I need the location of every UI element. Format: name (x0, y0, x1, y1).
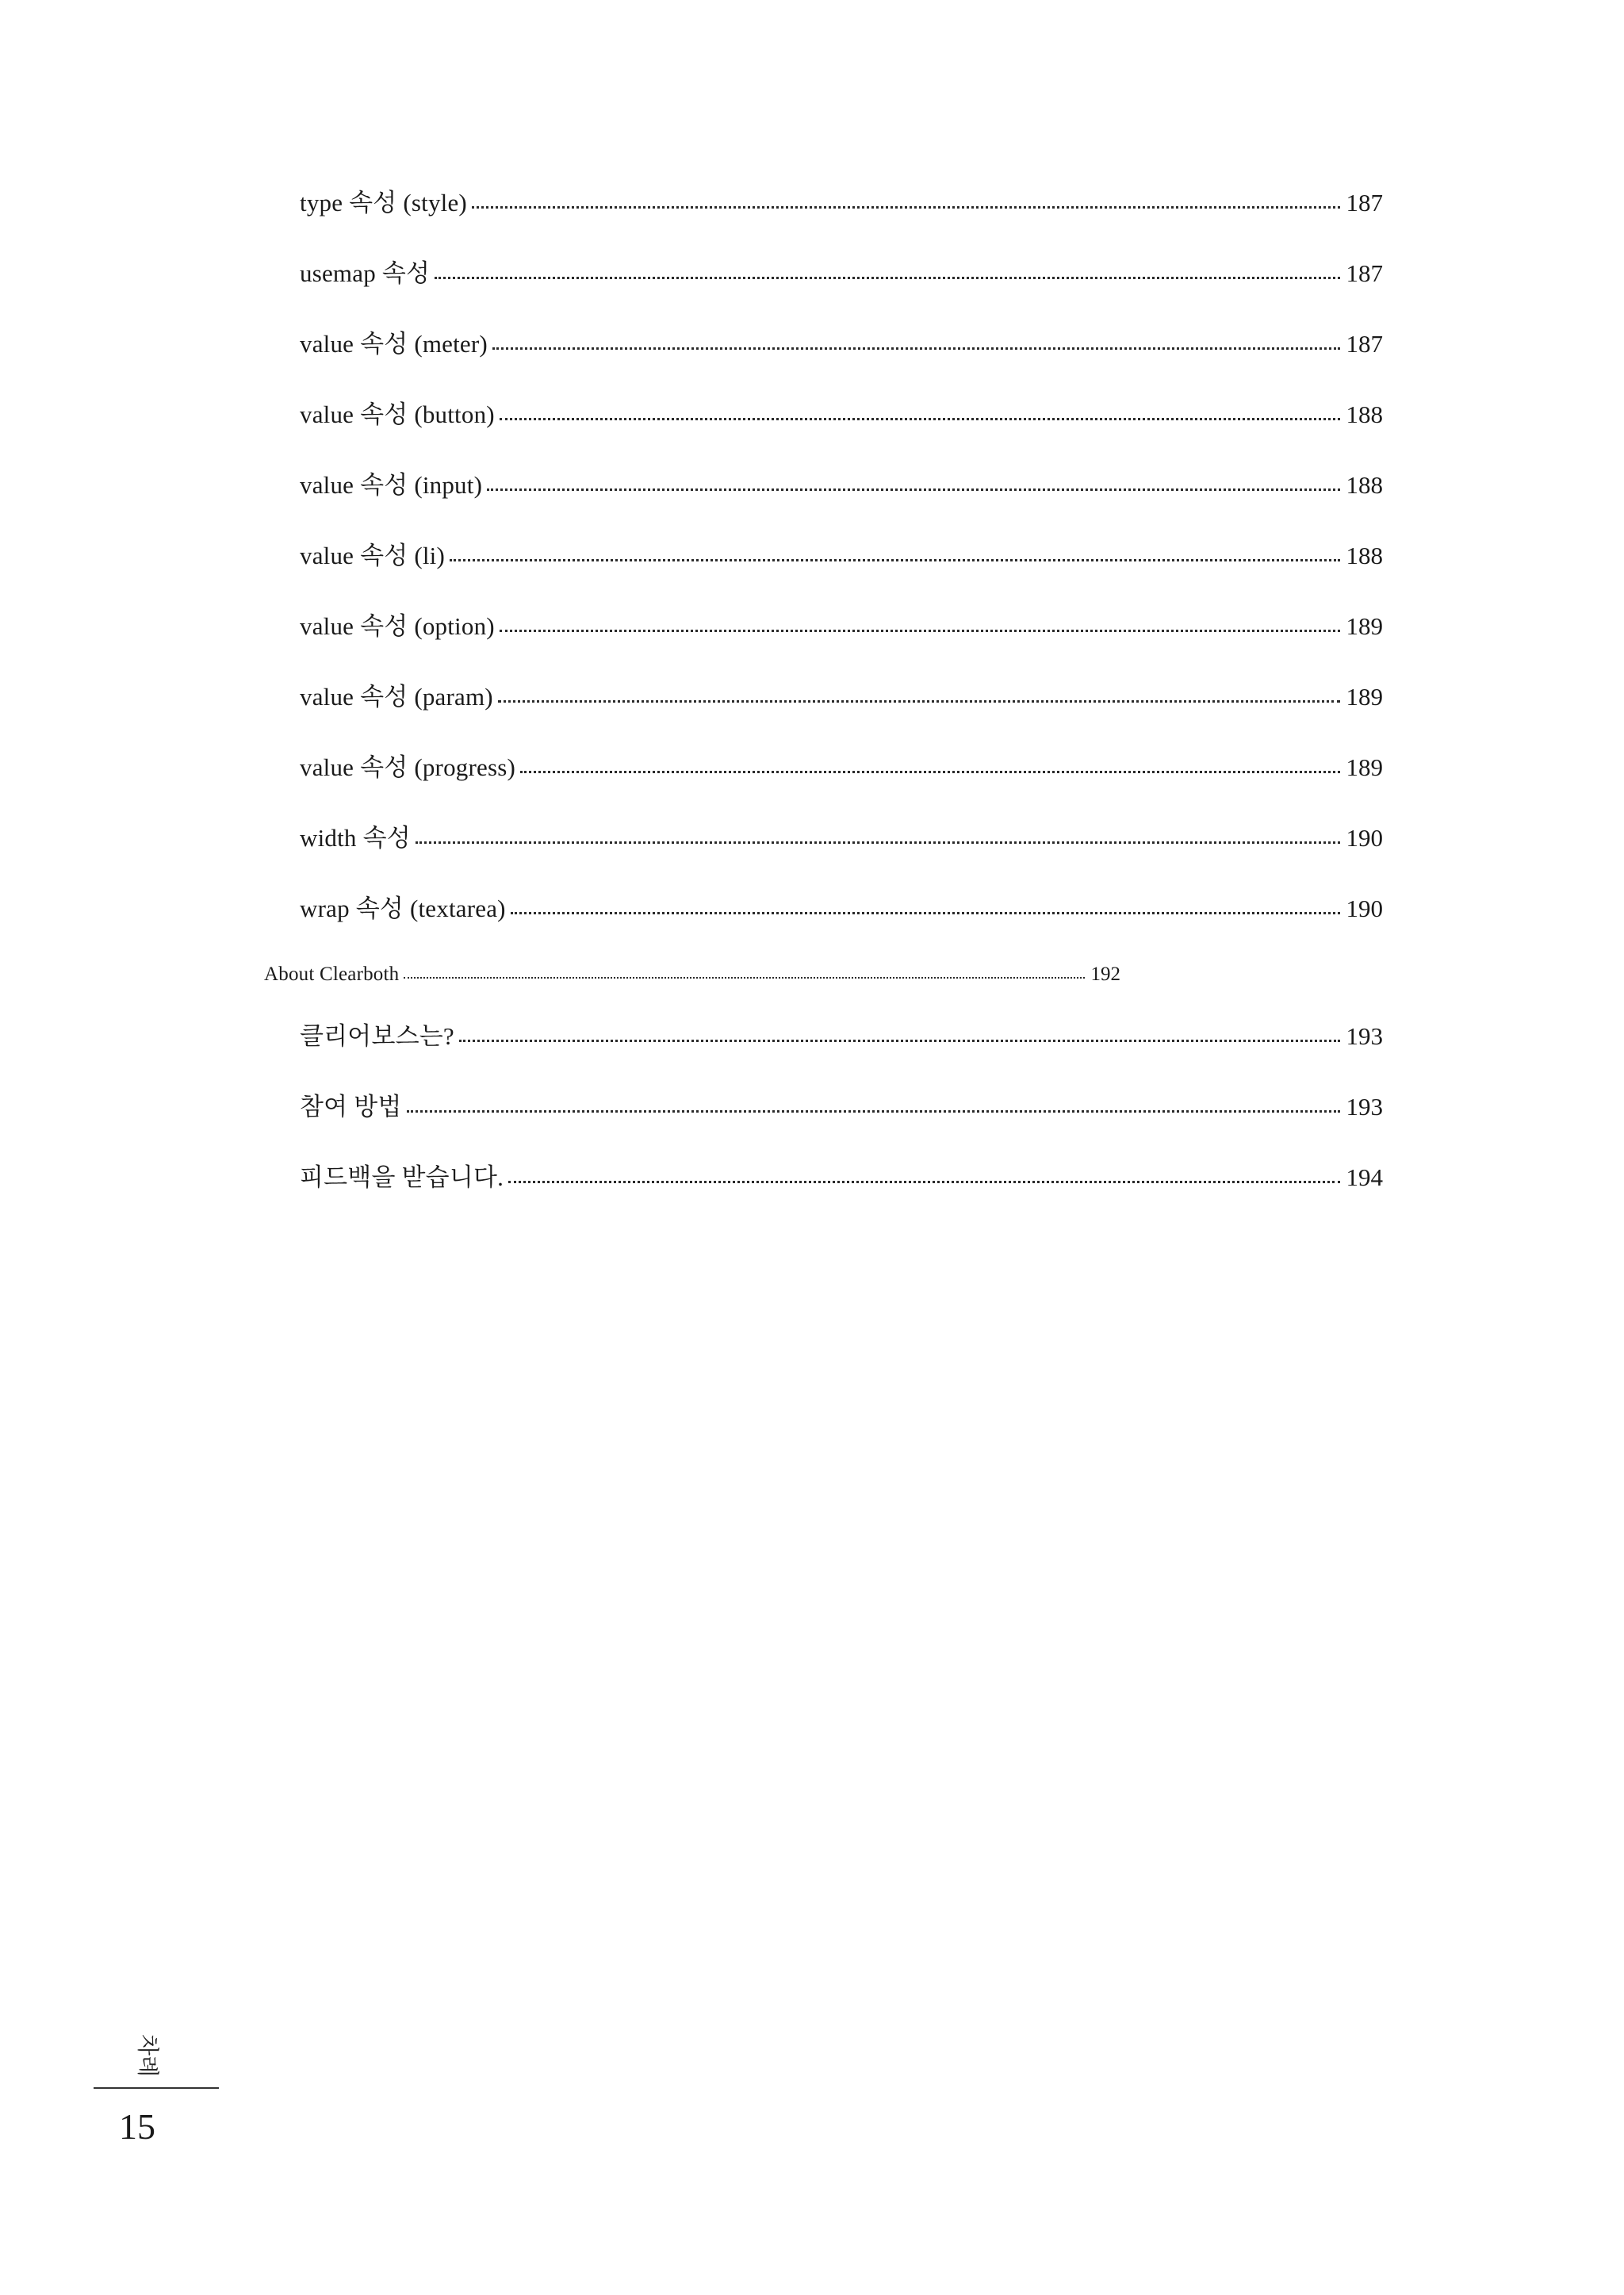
toc-chapter-title: About Clearboth (264, 964, 400, 985)
toc-entry-title: value 속성 (param) (300, 683, 493, 711)
dot-leader (511, 912, 1340, 914)
toc-entry-page: 190 (1346, 824, 1383, 852)
dot-leader (407, 1110, 1340, 1113)
footer-divider (94, 2087, 219, 2089)
toc-entry[interactable] (300, 747, 1383, 782)
dot-leader (492, 347, 1340, 350)
dot-leader (472, 206, 1340, 209)
toc-entry-title: value 속성 (progress) (300, 753, 516, 781)
toc-entry-title: value 속성 (button) (300, 400, 495, 428)
dot-leader (500, 418, 1340, 420)
toc-chapter-entry[interactable] (264, 964, 1120, 992)
dot-leader (450, 559, 1340, 561)
toc-entry-page: 188 (1346, 542, 1383, 569)
toc-entry-title: value 속성 (li) (300, 542, 445, 569)
toc-entry[interactable] (300, 465, 1383, 500)
dot-leader (416, 841, 1340, 844)
toc-entry-page: 193 (1346, 1022, 1383, 1050)
dot-leader (487, 489, 1339, 491)
toc-entry-title: value 속성 (meter) (300, 330, 488, 358)
toc-entry-title: 클리어보스는? (300, 1022, 454, 1050)
toc-entry-page: 187 (1346, 259, 1383, 287)
toc-entry[interactable] (300, 394, 1383, 429)
toc-entry-page: 188 (1346, 400, 1383, 428)
toc-entry-page: 189 (1346, 753, 1383, 781)
toc-entry-title: 피드백을 받습니다. (300, 1163, 504, 1191)
toc-entry-page: 190 (1346, 895, 1383, 922)
toc-entry-title: value 속성 (option) (300, 612, 495, 640)
dot-leader (500, 630, 1340, 632)
dot-leader (498, 700, 1340, 703)
toc-entry[interactable] (300, 1016, 1383, 1051)
section-side-label (128, 2024, 170, 2087)
dot-leader (435, 277, 1339, 279)
section-label-text: 차례 (135, 2033, 162, 2078)
dot-leader (459, 1040, 1340, 1042)
toc-entry-title: usemap 속성 (300, 259, 431, 287)
dot-leader (404, 977, 1084, 979)
toc-entry-page: 187 (1346, 189, 1383, 216)
toc-entry[interactable] (300, 606, 1383, 641)
toc-entry-page: 194 (1346, 1163, 1383, 1191)
toc-entry-title: width 속성 (300, 824, 411, 852)
toc-entry-title: 참여 방법 (300, 1093, 402, 1121)
toc-entry[interactable] (300, 888, 1383, 923)
toc-entry-page: 188 (1346, 471, 1383, 499)
dot-leader (520, 771, 1339, 773)
toc-entry-page: 189 (1346, 612, 1383, 640)
toc-entry-title: wrap 속성 (textarea) (300, 895, 506, 922)
toc-entry[interactable] (300, 1086, 1383, 1121)
toc-entry[interactable] (300, 818, 1383, 852)
toc-entry[interactable] (300, 182, 1383, 217)
toc-entry-page: 189 (1346, 683, 1383, 711)
dot-leader (508, 1181, 1339, 1183)
toc-entry-page: 187 (1346, 330, 1383, 358)
toc-entry-title: value 속성 (input) (300, 471, 483, 499)
toc-entry[interactable] (300, 535, 1383, 570)
toc-entry-title: type 속성 (style) (300, 189, 467, 216)
toc-entry-page: 193 (1346, 1093, 1383, 1121)
toc-entry[interactable] (300, 676, 1383, 711)
toc-entry[interactable] (300, 1157, 1383, 1192)
toc-entry[interactable] (300, 324, 1383, 358)
page-number: 15 (119, 2106, 155, 2147)
toc-chapter-page: 192 (1090, 964, 1120, 985)
toc-entry[interactable] (300, 253, 1383, 288)
